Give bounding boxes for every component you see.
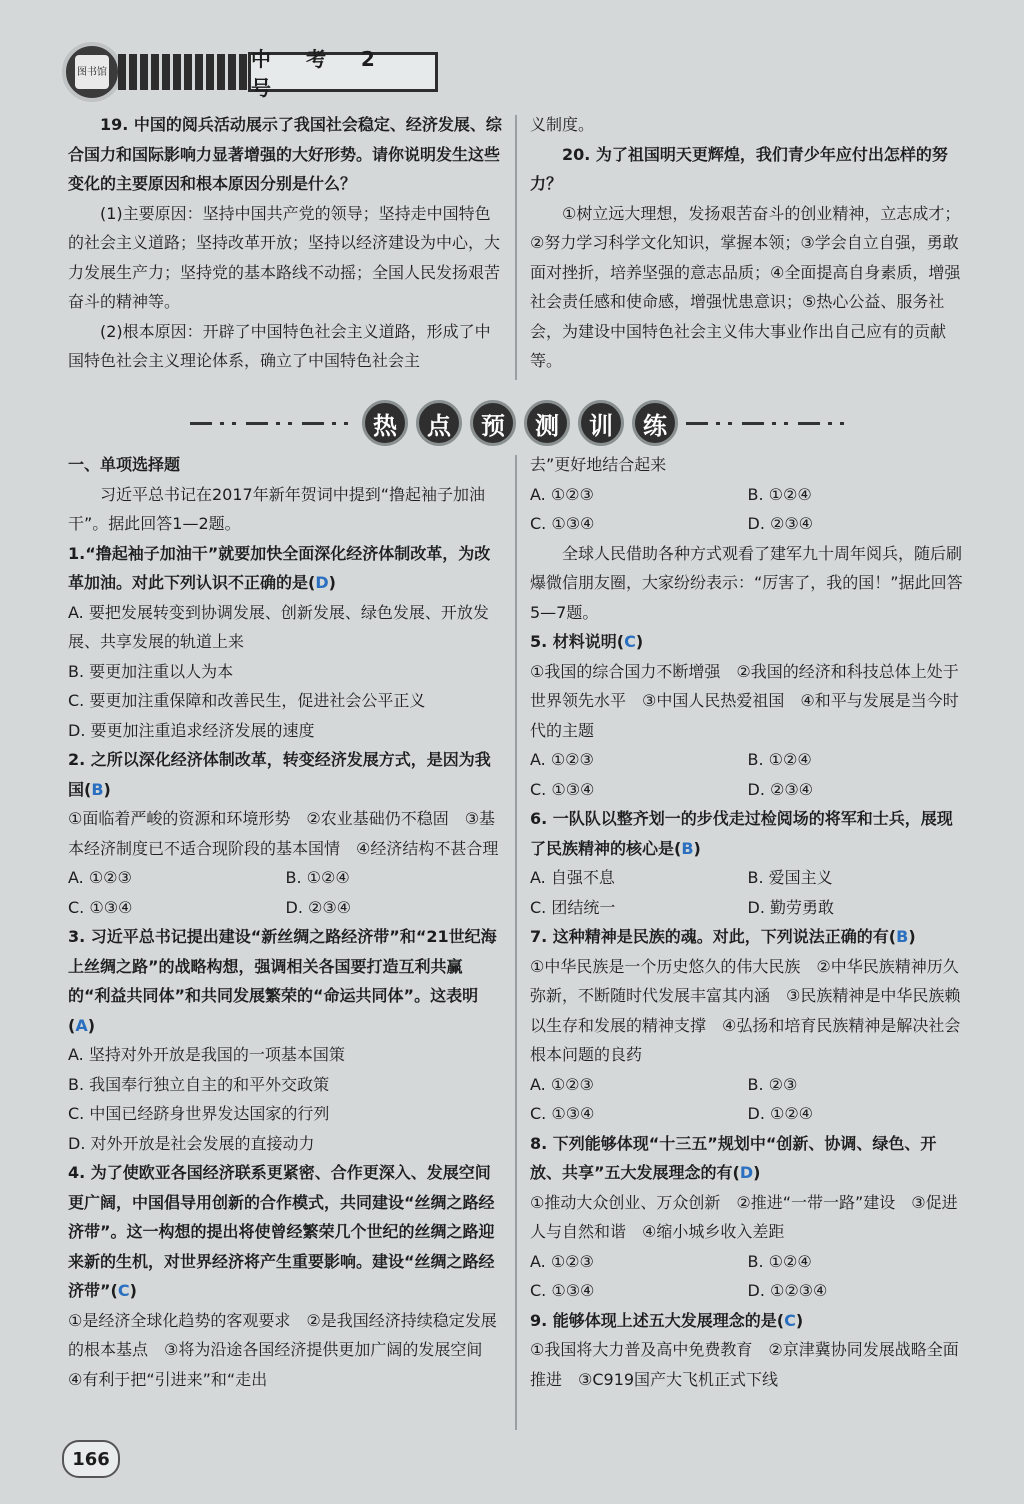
option: D. 要更加注重追求经济发展的速度 [68,720,315,740]
option: D. 勤劳勇敢 [747,897,834,917]
banner-char: 测 [524,400,570,446]
option: B. 我国奉行独立自主的和平外交政策 [68,1074,330,1094]
option: B. ①②④ [747,1251,812,1271]
question-2: 2. 之所以深化经济体制改革，转变经济发展方式，是因为我国(B) [68,750,491,799]
option: B. ①②④ [747,750,812,769]
option: C. ①③④ [530,1104,595,1123]
question-3-text: 3. 习近平总书记提出建设“新丝绸之路经济带”和“21世纪海上丝绸之路”的战略构想，强调相关各国要打造互利共赢的“利益共同体”和共同发展繁荣的“命运共同体”。这表明( [68,927,497,1035]
options-row [530,775,965,805]
options-row [68,893,503,923]
question-4-text: 4. 为了使欧亚各国经济联系更紧密、合作更深入、发展空间更广阔，中国倡导用创新的合作模式，共同建设“丝绸之路经济带”。这一构想的提出将使曾经繁荣几个世纪的丝绸之路迎来新的生机，对世界经济将产生重要影响。建设“丝绸之路经济带”( [68,1163,495,1300]
question-1: 1.“撸起袖子加油干”就要加快全面深化经济体制改革，为改革加油。对此下列认识不正确的是(D) [68,543,491,592]
question-7: 7. 这种精神是民族的魂。对此，下列说法正确的有(B) [530,927,916,946]
question-19: 19. 中国的阅兵活动展示了我国社会稳定、经济发展、综合国力和国际影响力显著增强的大好形势。请你说明发生这些变化的主要原因和根本原因分别是什么？ [68,115,502,193]
options-row [530,1276,965,1306]
question-1-text: 1.“撸起袖子加油干”就要加快全面深化经济体制改革，为改革加油。对此下列认识不正确的是( [68,543,491,592]
column-divider-top [515,115,517,380]
question-3-answer: A [75,1015,88,1035]
question-20: 20. 为了祖国明天更辉煌，我们青少年应付出怎样的努力？ [530,144,948,193]
bottom-right-column [530,450,965,1394]
option: A. ①②③ [530,1251,594,1271]
options-row [530,1070,965,1100]
column-divider-bottom [515,455,517,1430]
question-4: 4. 为了使欧亚各国经济联系更紧密、合作更深入、发展空间更广阔，中国倡导用创新的合作模式，共同建设“丝绸之路经济带”。这一构想的提出将使曾经繁荣几个世纪的丝绸之路迎来新的生机，对世界经济将产生重要影响。建设“丝绸之路经济带”(C) [68,1163,495,1300]
option: A. ①②③ [530,1074,594,1094]
banner-dash-left [190,422,354,425]
banner-char: 预 [470,400,516,446]
option: A. ①②③ [530,484,594,504]
option: A. 要把发展转变到协调发展、创新发展、绿色发展、开放发展、共享发展的轨道上来 [68,602,489,651]
answer-20: ①树立远大理想，发扬艰苦奋斗的创业精神，立志成才；②努力学习科学文化知识，掌握本领；③学会自立自强，勇敢面对挫折，培养坚强的意志品质；④全面提高自身素质，增强社会责任感和使命感，增强忧患意识；⑤热心公益、服务社会，为建设中国特色社会主义伟大事业作出自己应有的贡献等。 [530,203,961,370]
question-5-answer: C [624,632,636,651]
statements: ①我国的综合国力不断增强 ②我国的经济和科技总体上处于世界领先水平 ③中国人民热爱祖国 ④和平与发展是当今时代的主题 [530,661,959,740]
question-9-answer: C [784,1310,796,1330]
question-8-text: 8. 下列能够体现“十三五”规划中“创新、协调、绿色、开放、共享”五大发展理念的有( [530,1133,937,1182]
options-row [530,893,965,923]
options-row [530,1099,965,1129]
option: C. ①③④ [530,514,595,533]
top-right-column [530,110,965,376]
option: B. ①②④ [285,868,350,887]
option: D. ②③④ [747,779,814,799]
question-2-answer: B [91,779,104,799]
option: C. ①③④ [530,1281,595,1300]
option: D. ②③④ [747,514,814,533]
option: A. 坚持对外开放是我国的一项基本国策 [68,1045,345,1064]
option: B. 要更加注重以人为本 [68,661,234,681]
question-5-text: 5. 材料说明( [530,632,625,651]
options-row [530,863,965,893]
options-row [530,509,965,539]
answer-19-main: (1)主要原因：坚持中国共产党的领导；坚持走中国特色的社会主义道路；坚持改革开放；坚持以经济建设为中心，大力发展生产力；坚持党的基本路线不动摇；全国人民发扬艰苦奋斗的精神等。 [68,203,501,311]
option: A. ①②③ [68,868,132,887]
banner-char: 热 [362,400,408,446]
section-title: 一、单项选择题 [68,455,181,474]
question-3: 3. 习近平总书记提出建设“新丝绸之路经济带”和“21世纪海上丝绸之路”的战略构想，强调相关各国要打造互利共赢的“利益共同体”和共同发展繁荣的“命运共同体”。这表明(A) [68,927,497,1035]
options-row [530,480,965,510]
options-row [68,863,503,893]
option: C. 团结统一 [530,897,616,917]
options-row [530,745,965,775]
option: A. 自强不息 [530,868,615,887]
question-7-answer: B [896,927,909,946]
banner-dash-right [686,422,850,425]
option: A. ①②③ [530,750,594,769]
option: D. ①②④ [747,1104,814,1123]
question-9: 9. 能够体现上述五大发展理念的是(C) [530,1310,804,1330]
statements: ①我国将大力普及高中免费教育 ②京津冀协同发展战略全面推进 ③C919国产大飞机正式下线 [530,1340,959,1389]
option: C. ①③④ [68,897,133,917]
page-number: 166 [62,1440,120,1478]
answer-19-root: (2)根本原因：开辟了中国特色社会主义道路，形成了中国特色社会主义理论体系，确立了中国特色社会主 [68,321,491,370]
statements: ①面临着严峻的资源和环境形势 ②农业基础仍不稳固 ③基本经济制度已不适合现阶段的基本国情 ④经济结构不甚合理 [68,809,499,858]
option: D. ①②③④ [747,1281,828,1300]
banner-char: 点 [416,400,462,446]
statements: ①是经济全球化趋势的客观要求 ②是我国经济持续稳定发展的根本基点 ③将为沿途各国经济提供更加广阔的发展空间 ④有利于把“引进来”和“走出 [68,1310,499,1389]
intro-1-2: 习近平总书记在2017年新年贺词中提到“撸起袖子加油干”。据此回答1—2题。 [68,484,486,533]
question-6-answer: B [681,838,694,858]
statements: ①中华民族是一个历史悠久的伟大民族 ②中华民族精神历久弥新，不断随时代发展丰富其内涵 ③民族精神是中华民族赖以生存和发展的精神支撑 ④弘扬和培育民族精神是解决社会根本问题的良药 [530,956,961,1064]
question-8-answer: D [739,1163,754,1182]
option: D. ②③④ [285,897,352,917]
logo-text: 图书馆 [75,55,109,89]
option: C. ①③④ [530,779,595,799]
publisher-logo [62,42,122,102]
header-stripe [118,54,248,90]
option: C. 要更加注重保障和改善民生，促进社会公平正义 [68,691,426,710]
page-header [62,42,389,102]
options-row [530,1247,965,1277]
question-5: 5. 材料说明(C) [530,632,644,651]
question-9-text: 9. 能够体现上述五大发展理念的是( [530,1310,785,1330]
question-7-text: 7. 这种精神是民族的魂。对此，下列说法正确的有( [530,927,897,946]
option: B. ①②④ [747,484,812,504]
option: C. 中国已经跻身世界发达国家的行列 [68,1104,330,1123]
section-banner [190,400,850,446]
statements: ①推动大众创业、万众创新 ②推进“一带一路”建设 ③促进人与自然和谐 ④缩小城乡收入差距 [530,1192,958,1241]
question-8: 8. 下列能够体现“十三五”规划中“创新、协调、绿色、开放、共享”五大发展理念的有(D) [530,1133,937,1182]
option: B. 爱国主义 [747,868,833,887]
header-title: 中 考 2 号 [248,52,438,92]
bottom-left-column [68,450,503,1394]
question-6-text: 6. 一队队以整齐划一的步伐走过检阅场的将军和士兵，展现了民族精神的核心是( [530,809,953,858]
intro-5-7: 全球人民借助各种方式观看了建军九十周年阅兵，随后刷爆微信朋友圈，大家纷纷表示：“厉害了，我的国！”据此回答5—7题。 [530,543,963,622]
banner-char: 练 [632,400,678,446]
top-left-column [68,110,503,376]
question-4-answer: C [117,1281,130,1300]
banner-char: 训 [578,400,624,446]
option: B. ②③ [747,1074,798,1094]
question-4-continued: 去”更好地结合起来 [530,455,667,474]
question-2-text: 2. 之所以深化经济体制改革，转变经济发展方式，是因为我国( [68,750,491,799]
question-6: 6. 一队队以整齐划一的步伐走过检阅场的将军和士兵，展现了民族精神的核心是(B) [530,809,953,858]
option: D. 对外开放是社会发展的直接动力 [68,1133,315,1153]
question-1-answer: D [315,573,329,592]
answer-19-continued: 义制度。 [530,115,595,134]
